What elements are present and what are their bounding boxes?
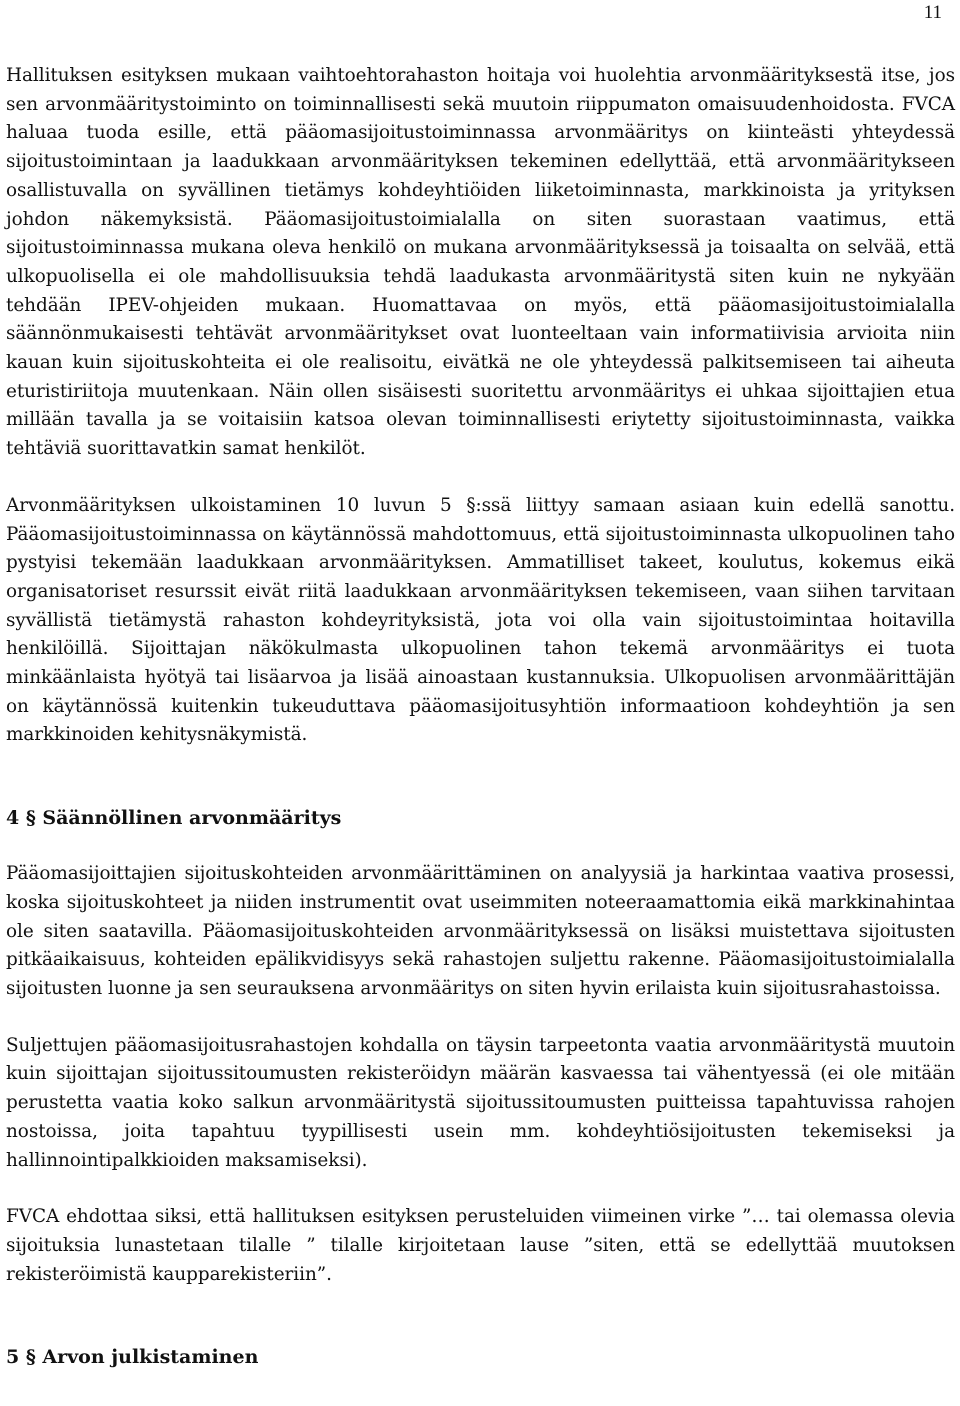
- section-5-heading: 5 § Arvon julkistaminen: [6, 1346, 259, 1369]
- paragraph-valuation-independence: Hallituksen esityksen mukaan vaihtoehtorahaston hoitaja voi huolehtia arvonmäärityksestä itse, jos sen arvonmääritystoiminto on toiminnallisesti sekä muutoin riippumaton omaisuudenhoidosta. FVCA haluaa tuoda esille, että pääomasijoitustoiminnassa arvonmääritys on kiinteästi yhteydessä sijoitustoimintaan ja laadukkaan arvonmäärityksen tekeminen edellyttää, että arvonmääritykseen osallistuvalla on syvällinen tietämys kohdeyhtiöiden liiketoiminnasta, markkinoista ja yrityksen johdon näkemyksistä. Pääomasijoitustoimialalla on siten suorastaan vaatimus, että sijoitustoiminnassa mukana oleva henkilö on mukana arvonmäärityksessä ja toisaalta on selvää, että ulkopuolisella ei ole mahdollisuuksia tehdä laadukasta arvonmääritystä siten kuin ne nykyään tehdään IPEV-ohjeiden mukaan. Huomattavaa on myös, että pääomasijoitustoimialalla säännönmukaisesti tehtävät arvonmääritykset ovat luonteeltaan vain informatiivisia arvioita niin kauan kuin sijoituskohteita ei ole realisoitu, eivätkä ne ole yhteydessä palkitsemiseen tai aiheuta eturistiriitoja muutenkaan. Näin ollen sisäisesti suoritettu arvonmääritys ei uhkaa sijoittajien etua millään tavalla ja se voitaisiin katsoa olevan toiminnallisesti eriytetty sijoitustoiminnasta, vaikka tehtäviä suorittavatkin samat henkilöt.: [6, 65, 955, 460]
- paragraph-valuation-outsourcing: Arvonmäärityksen ulkoistaminen 10 luvun 5 §:ssä liittyy samaan asiaan kuin edellä sanottu. Pääomasijoitustoiminnassa on käytännössä mahdottomuus, että sijoitustoiminnasta ulkopuolinen taho pystyisi tekemään laadukkaan arvonmäärityksen. Ammatilliset takeet, koulutus, kokemus eikä organisatoriset resurssit eivät riitä laadukkaan arvonmäärityksen tekemiseen, vaan siihen tarvitaan syvällistä tietämystä rahaston kohdeyrityksistä, jota voi olla vain sijoitustoimintaa hoitavilla henkilöillä. Sijoittajan näkökulmasta ulkopuolinen tahon tekemä arvonmääritys ei tuota minkäänlaista hyötyä tai lisäarvoa ja lisää ainoastaan kustannuksia. Ulkopuolisen arvonmäärittäjän on käytännössä kuitenkin tukeuduttava pääomasijoitusyhtiön informaatioon kohdeyhtiön ja sen markkinoiden kehitysnäkymistä.: [6, 494, 955, 746]
- paragraph-spacer: [6, 1175, 955, 1203]
- section-4-heading: 4 § Säännöllinen arvonmääritys: [6, 807, 342, 830]
- paragraph-spacer: [6, 464, 955, 492]
- paragraph-spacer: [6, 1004, 955, 1032]
- page-number: 11: [923, 2, 942, 23]
- section-spacer: [6, 1289, 955, 1343]
- section-spacer: [6, 750, 955, 804]
- document-body: [6, 62, 955, 1371]
- heading-spacer: [6, 832, 955, 860]
- section-4-paragraph-3: FVCA ehdottaa siksi, että hallituksen esityksen perusteluiden viimeinen virke ”… tai olemassa olevia sijoituksia lunastetaan tilalle ” tilalle kirjoitetaan lause ”siten, että se edellyttää muutoksen rekisteröimistä kaupparekisteriin”.: [6, 1206, 955, 1285]
- section-4-paragraph-1: Pääomasijoittajien sijoituskohteiden arvonmäärittäminen on analyysiä ja harkintaa vaativa prosessi, koska sijoituskohteet ja niiden instrumentit ovat useimmiten noteeraamattomia eikä markkinahintaa ole siten saatavilla. Pääomasijoituskohteiden arvonmäärityksessä on lisäksi muistettava sijoitusten pitkäaikaisuus, kohteiden epälikvidisyys sekä rahastojen suljettu rakenne. Pääomasijoitustoimialalla sijoitusten luonne ja sen seurauksena arvonmääritys on siten hyvin erilaista kuin sijoitusrahastoissa.: [6, 863, 955, 999]
- section-4-paragraph-2: Suljettujen pääomasijoitusrahastojen kohdalla on täysin tarpeetonta vaatia arvonmääritystä muutoin kuin sijoittajan sijoitussitoumusten rekisteröidyn määrän kasvaessa tai vähentyessä (ei ole mitään perustetta vaatia koko salkun arvonmääritystä sijoitussitoumusten puitteissa tapahtuvissa rahojen nostoissa, joita tapahtuu tyypillisesti usein mm. kohdeyhtiösijoitusten tekemiseksi ja hallinnointipalkkioiden maksamiseksi).: [6, 1034, 955, 1171]
